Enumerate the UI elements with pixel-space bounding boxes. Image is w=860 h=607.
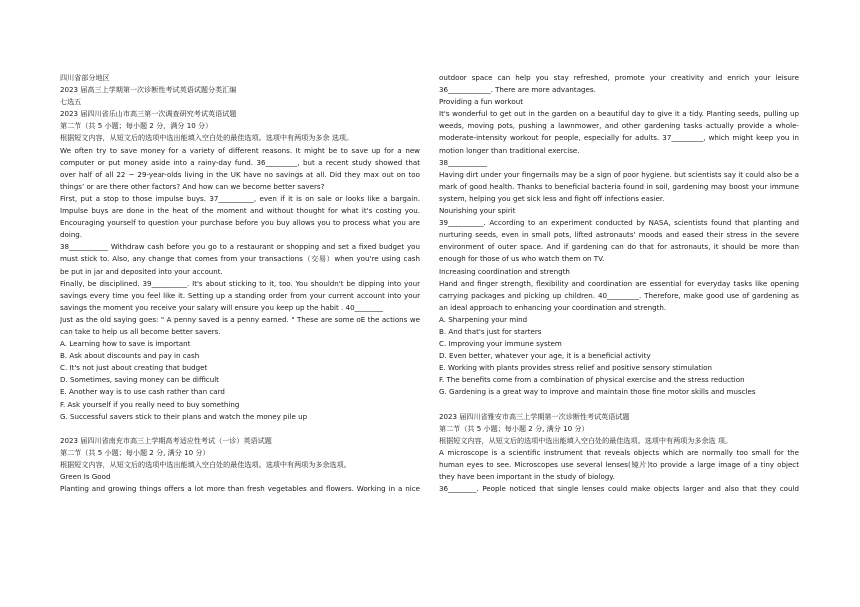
text-line: 七选五 [60,97,82,107]
text-line: they have been important in the study of biology. [439,472,615,482]
text-line: First, put a stop to those impulse buys. 37__________, even if it is on sale or looks like a bargain. [60,193,420,203]
text-line: C. It's not just about creating that budget [60,363,208,373]
text-line: E. Working with plants provides stress relief and positive sensory stimulation [439,363,712,373]
text-line: F. The benefits come from a combination of physical exercise and the stress reduction [439,375,745,385]
text-line: enough for those of us who watch them on TV. [439,254,605,264]
text-line: computer or put money aside into a rainy-day fund. 36_________, but a recent study showed that [60,157,420,167]
text-line: environment of outer space. And if gardening can do that for astronauts, it should be more than [439,242,799,252]
text-line: 36____________. There are more advantages. [439,85,596,95]
text-line: an ideal approach to enhancing your coordination and strength. [439,302,667,312]
text-line: outdoor space can help you stay refreshed, promote your creativity and enrich your leisure [439,73,799,82]
text-line: nurturing seeds, even in small pots, lifted astronauts' moods and eased their stress in the severe [439,230,799,240]
text-line: F. Ask yourself if you really need to buy something [60,399,240,409]
text-line: Finally, be disciplined. 39__________. It's about sticking to it, too. You shouldn't be dipping into your [60,278,420,288]
text-line: Nourishing your spirit [439,206,516,216]
text-line: can take to help us all become better savers. [60,326,221,336]
text-line: D. Even better, whatever your age, it is a beneficial activity [439,351,651,361]
text-line: G. Successful savers stick to their plans and watch the money pile up [60,411,308,421]
text-line: 39__________. According to an experiment conducted by NASA, scientists found that planting and [439,218,799,228]
text-line: C. Improving your immune system [439,339,562,349]
text-line: 第二节（共 5 小题；每小题 2 分, 满分 10 分） [60,447,210,457]
text-line: moderate-intensity workout for people, especially for adults. 37_________, which might keep you in [439,133,799,143]
text-line: 2023 届高三上学期第一次诊断性考试英语试题分类汇编 [60,85,237,95]
text-line: doing. [60,230,83,240]
text-line: 根据短文内容，从短文后的选项中选出能填入空白处的最佳选项。选项中有两项为多余选项。 [60,460,351,469]
text-line: human eyes to see. Microscopes use several lenses(镜片)to provide a large image of a tiny object [439,460,799,469]
text-line: Having dirt under your fingernails may be a sign of poor hygiene. but scientists say it could also be a [439,169,799,179]
text-line: B. Ask about discounts and pay in cash [60,351,200,361]
text-line: Hand and finger strength, flexibility and coordination are essential for everyday tasks like opening [439,278,799,288]
text-line: B. And that's just for starters [439,326,542,336]
text-line: A. Sharpening your mind [439,314,528,324]
text-line: mark of good health. Thanks to beneficial bacteria found in soil, gardening may boost your immune [439,181,799,191]
text-line: Planting and growing things offers a lot more than fresh vegetables and flowers. Working in a nice [60,484,420,494]
text-line: 第二节（共 5 小题；每小题 2 分，满分 10 分） [60,121,213,131]
text-line: 第二节（共 5 小题；每小题 2 分, 满分 10 分） [439,423,589,433]
blank-line [60,423,420,435]
text-line: E. Another way is to use cash rather than card [60,387,225,397]
text-line: G. Gardening is a great way to improve and maintain those fine motor skills and muscles [439,387,756,397]
text-line: must stick to. Also, any change that comes from your transactions（交易）when you're using cash [60,254,420,264]
blank-line [439,399,799,411]
text-line: Encouraging yourself to question your purchase before you buy allows you to process what you are [60,218,420,228]
text-line: Increasing coordination and strength [439,266,570,276]
text-line: system, helping you get sick less and fight off infections easier. [439,193,665,203]
text-line: 38___________ Withdraw cash before you go to a restaurant or shopping and set a fixed budget you [60,242,420,252]
text-line: carrying packages and picking up children. 40_________. Therefore, make good use of gardening as [439,290,799,300]
text-line: Green Is Good [60,472,111,482]
text-line: things’ or are there other factors? And how can we become better savers? [60,181,325,191]
text-line: Just as the old saying goes: " A penny saved is a penny earned. " These are some oE the actions we [60,314,420,324]
text-line: 根据短文内容，从短文后的选项中选出能填入空白处的最佳选项。选项中有两项为多余选 项。 [439,435,733,445]
text-line: weeds, moving pots, pushing a lawnmower, and other gardening tasks actually provide a whole- [439,121,799,131]
text-line: We often try to save money for a variety of different reasons. It might be to save up for a new [60,145,420,155]
text-line: A microscope is a scientific instrument that reveals objects which are normally too small for the [439,447,799,457]
text-line: 2023 届四川省南充市高三上学期高考适应性考试（一诊）英语试题 [60,435,272,445]
text-line: Providing a fun workout [439,97,524,107]
text-line: A. Learning how to save is important [60,339,191,349]
text-line: motion longer than traditional exercise. [439,145,580,155]
text-line: 2023 届四川省乐山市高三第一次调查研究考试英语试题 [60,109,237,119]
text-line: savings every time you feel like it. Setting up a standing order from your current account into your [60,290,420,300]
text-line: savings the moment you receive your salary will ensure you keep up the habit . 40________ [60,302,383,312]
text-line: Impulse buys are done in the heat of the moment and without thought for what it's costing you. [60,206,420,216]
left-column [60,72,420,495]
text-line: 四川省部分地区 [60,73,110,82]
text-line: D. Sometimes, saving money can be difficult [60,375,219,385]
text-line: It's wonderful to get out in the garden on a beautiful day to give it a tidy. Planting seeds, pulling up [439,109,799,119]
right-column [439,72,799,495]
text-line: 38___________ [439,157,488,167]
text-line: 2023 届四川省雅安市高三上学期第一次诊断性考试英语试题 [439,411,630,421]
text-line: 根据短文内容，从短文后的选项中选出能填入空白处的最佳选项。选项中有两项为多余 选项。 [60,133,354,143]
text-line: 36________. People noticed that single lenses could make objects larger and also that they could [439,484,799,494]
text-line: be put in jar and deposited into your account. [60,266,223,276]
text-line: over half of all 22 ~ 29-year-olds living in the UK have no savings at all. Did they max out on too [60,169,420,179]
